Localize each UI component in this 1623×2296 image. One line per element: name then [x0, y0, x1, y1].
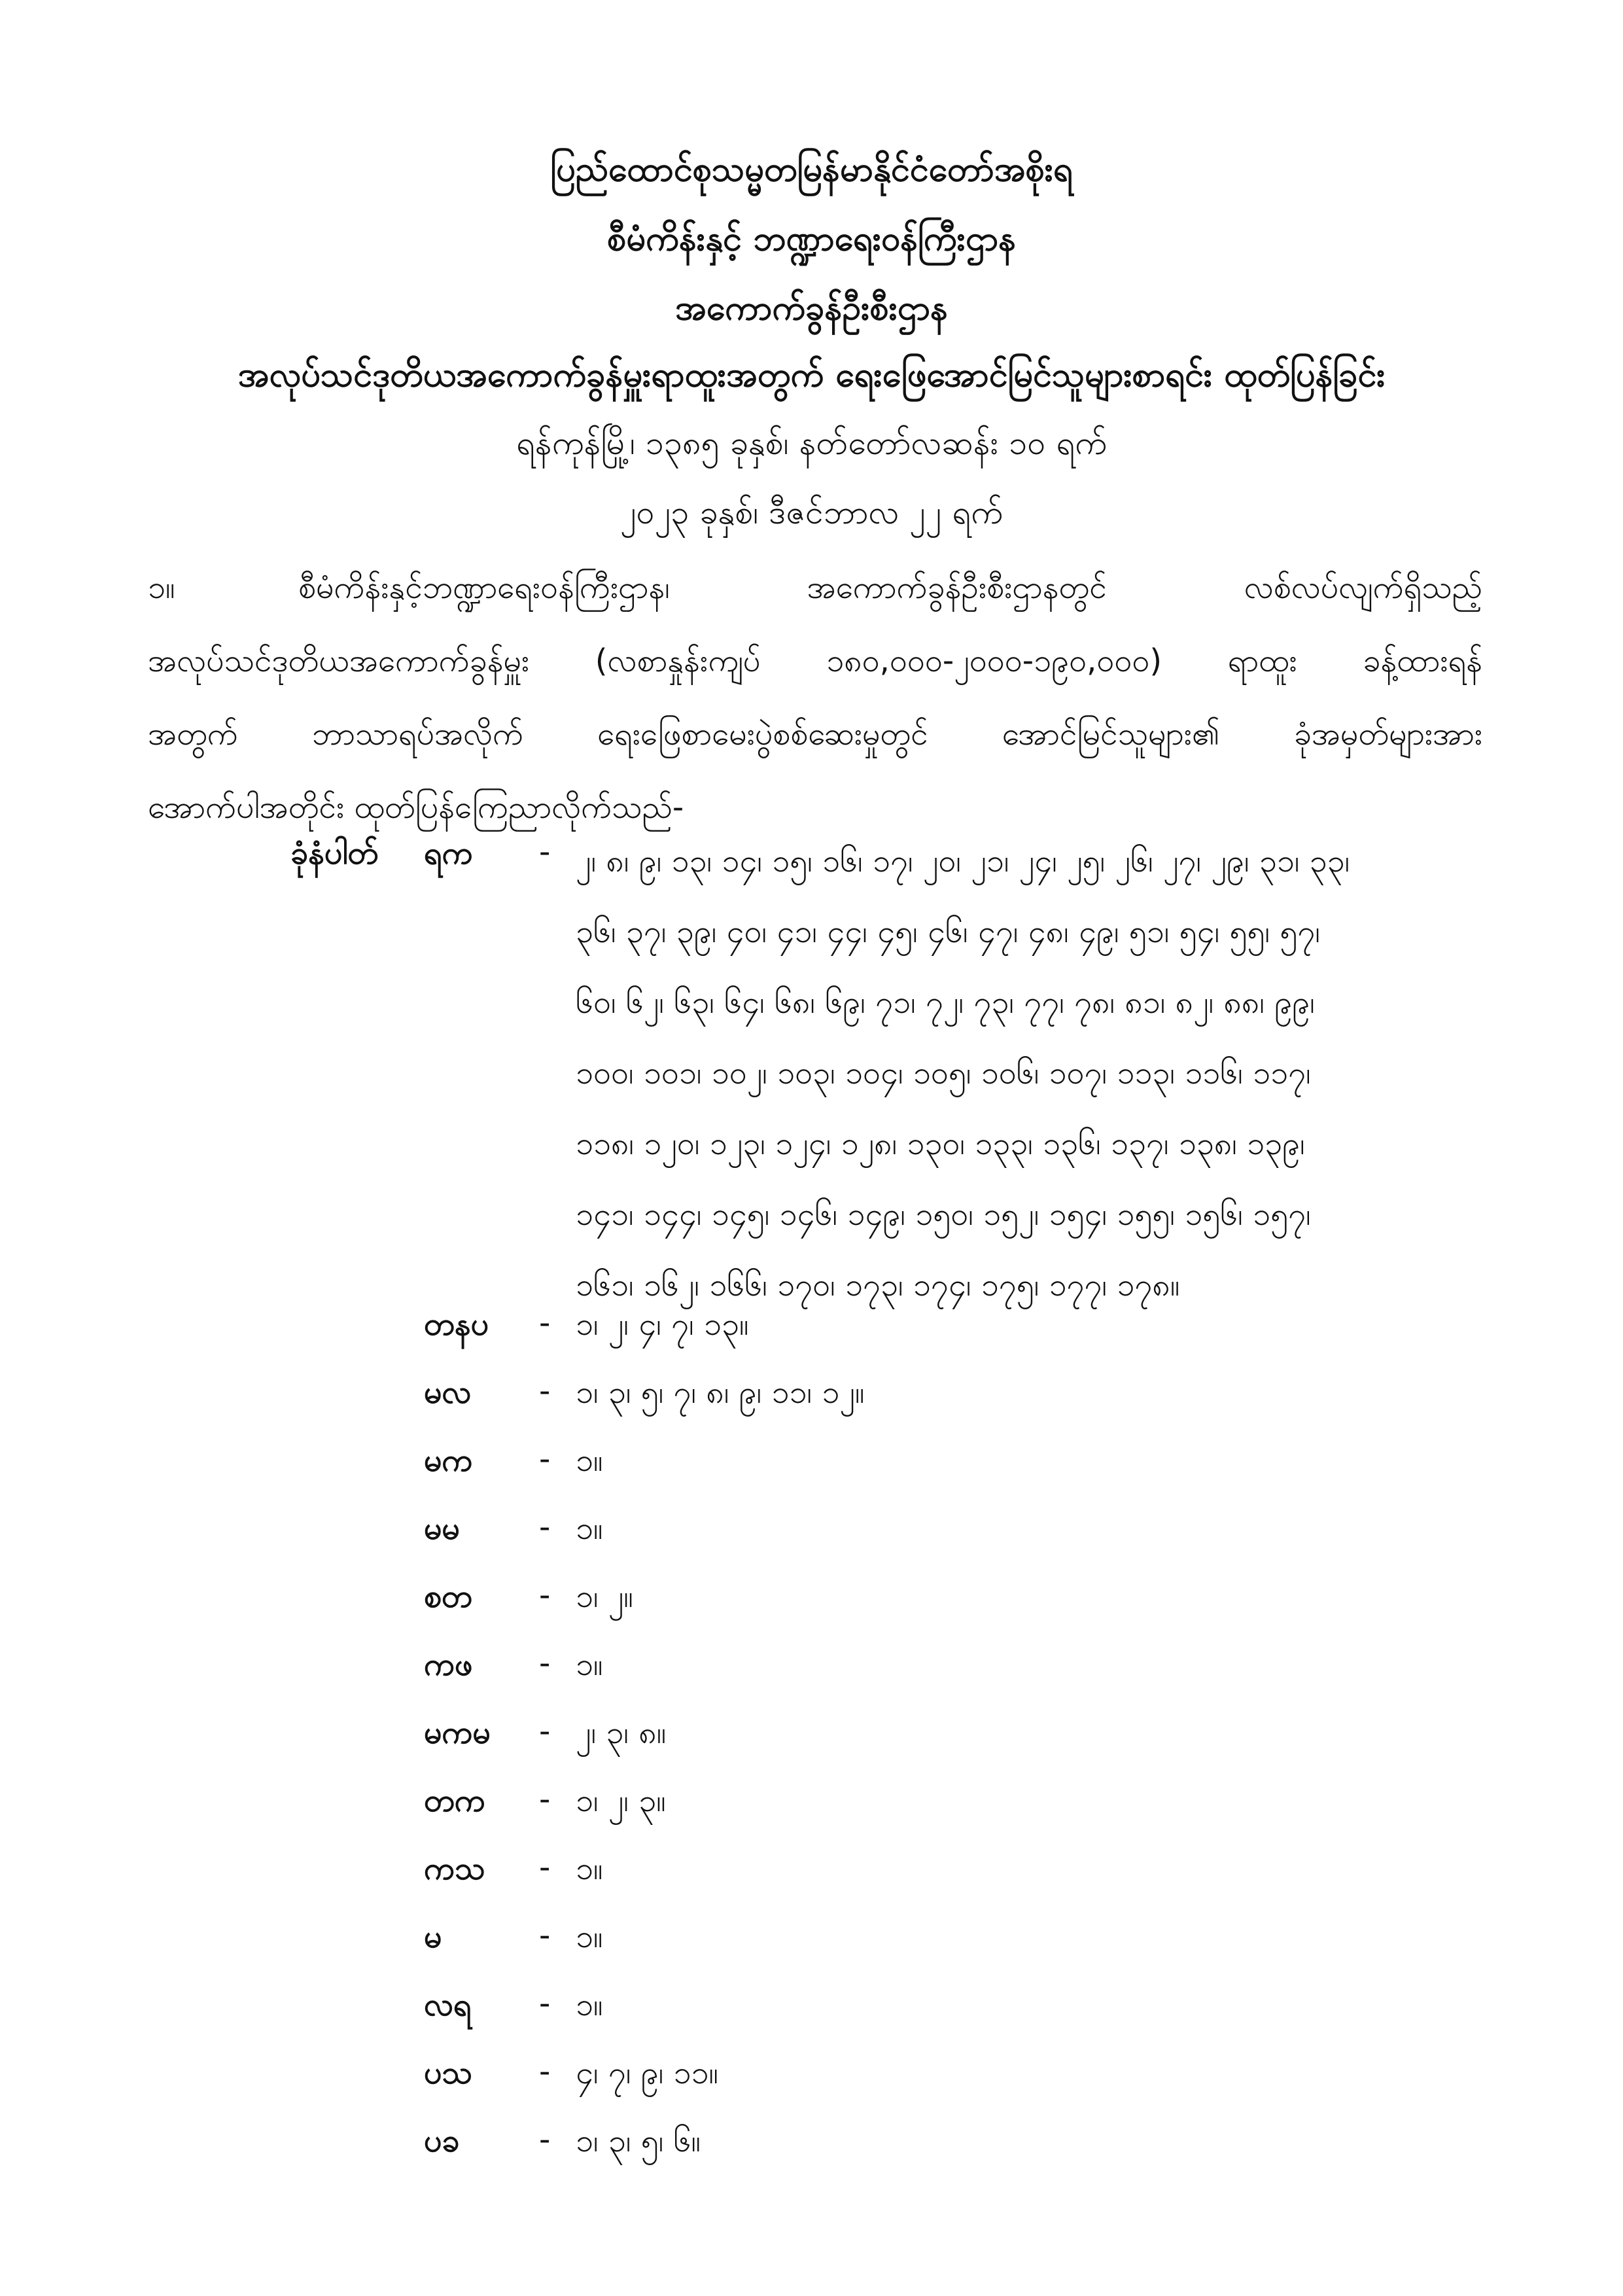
entry-values-line: ၁၆၁၊ ၁၆၂၊ ၁၆၆၊ ၁၇၀၊ ၁၇၃၊ ၁၇၄၊ ၁၇၅၊ ၁၇၇၊ ၁၇၈။: [576, 1267, 1180, 1303]
entry-code: မမ: [424, 1510, 460, 1547]
entry-values: ၁။: [576, 1646, 603, 1683]
entry-code: မလ: [424, 1374, 472, 1411]
entry-dash: -: [539, 1373, 551, 1409]
entry-dash: -: [539, 1577, 551, 1614]
entry-dash: -: [539, 834, 551, 870]
entry-values: ၁။: [576, 1510, 603, 1547]
entry-values: ၄၊ ၇၊ ၉၊ ၁၁။: [576, 2055, 719, 2091]
paragraph-number: ၁။: [148, 569, 175, 606]
entry-code: ရက: [424, 835, 473, 872]
announcement-title: အလုပ်သင်ဒုတိယအကောက်ခွန်မှူးရာထူးအတွက် ရေးဖြေအောင်မြင်သူများစာရင်း ထုတ်ပြန်ခြင်း: [237, 355, 1386, 395]
entry-dash: -: [539, 1917, 551, 1954]
ministry-title: စီမံကိန်းနှင့် ဘဏ္ဍာရေးဝန်ကြီးဌာန: [607, 219, 1016, 258]
paragraph-line-1: ၁။ စီမံကိန်းနှင့်ဘဏ္ဍာရေးဝန်ကြီးဌာန၊ အကောက်ခွန်ဦးစီးဌာနတွင် လစ်လပ်လျက်ရှိသည့်: [148, 551, 1482, 624]
entry-dash: -: [539, 1441, 551, 1477]
entry-values: ၁၊ ၃၊ ၅၊ ၇၊ ၈၊ ၉၊ ၁၁၊ ၁၂။: [576, 1374, 865, 1411]
paragraph-line-3: အတွက် ဘာသာရပ်အလိုက် ရေးဖြေစာမေးပွဲစစ်ဆေးမှုတွင် အောင်မြင်သူများ၏ ခုံအမှတ်များအား: [148, 716, 1482, 752]
entry-code: လရ: [424, 1987, 472, 2023]
entry-values-line: ၆၀၊ ၆၂၊ ၆၃၊ ၆၄၊ ၆၈၊ ၆၉၊ ၇၁၊ ၇၂၊ ၇၃၊ ၇၇၊ ၇၈၊ ၈၁၊ ၈၂၊ ၈၈၊ ၉၉၊: [576, 984, 1315, 1021]
entry-values: ၁၊ ၂၊ ၃။: [576, 1782, 666, 1819]
entry-dash: -: [539, 1509, 551, 1545]
entry-values: ၁။: [576, 1850, 603, 1887]
roll-number-label: ခုံနံပါတ်: [290, 835, 379, 872]
entry-code: တနပ: [424, 1306, 489, 1343]
paragraph-line-4: အောက်ပါအတိုင်း ထုတ်ပြန်ကြေညာလိုက်သည်-: [148, 789, 684, 826]
entry-values: ၁။: [576, 1987, 603, 2023]
entry-values: ၁။: [576, 1442, 603, 1479]
entry-values-line: ၁၄၁၊ ၁၄၄၊ ၁၄၅၊ ၁၄၆၊ ၁၄၉၊ ၁၅၀၊ ၁၅၂၊ ၁၅၄၊ ၁၅၅၊ ၁၅၆၊ ၁၅၇၊: [576, 1196, 1311, 1233]
entry-values-line: ၁၀၀၊ ၁၀၁၊ ၁၀၂၊ ၁၀၃၊ ၁၀၄၊ ၁၀၅၊ ၁၀၆၊ ၁၀၇၊ ၁၁၃၊ ၁၁၆၊ ၁၁၇၊: [576, 1055, 1311, 1091]
entry-dash: -: [539, 1645, 551, 1682]
entry-code: ကဖ: [424, 1646, 473, 1683]
entry-dash: -: [539, 2121, 551, 2158]
entry-dash: -: [539, 1713, 551, 1750]
entry-values: ၁၊ ၃၊ ၅၊ ၆။: [576, 2123, 701, 2159]
department-title: အကောက်ခွန်ဦးစီးဌာန: [675, 289, 948, 328]
entry-dash: -: [539, 1849, 551, 1886]
government-title: ပြည်ထောင်စုသမ္မတမြန်မာနိုင်ငံတော်အစိုးရ: [550, 150, 1073, 189]
entry-dash: -: [539, 1781, 551, 1818]
entry-dash: -: [539, 1305, 551, 1341]
paragraph-line-2: အလုပ်သင်ဒုတိယအကောက်ခွန်မှူး (လစာနှုန်းကျပ် ၁၈၀,၀၀၀-၂၀၀၀-၁၉၀,၀၀၀) ရာထူး ခန့်ထားရန်: [148, 643, 1482, 679]
entry-code: မက: [424, 1442, 473, 1479]
entry-values-block: [576, 826, 1485, 1320]
entry-code: တက: [424, 1782, 485, 1819]
date-myanmar: ရန်ကုန်မြို့၊ ၁၃၈၅ ခုနှစ်၊ နတ်တော်လဆန်း ၁၀ ရက်: [515, 424, 1107, 462]
entry-values: ၁။: [576, 1918, 603, 1955]
entry-code: မကမ: [424, 1714, 491, 1751]
entry-code: စတ: [424, 1578, 472, 1615]
paragraph-1: [148, 551, 1482, 844]
entry-code: ကသ: [424, 1850, 485, 1887]
entry-values: ၂၊ ၃၊ ၈။: [576, 1714, 667, 1751]
entry-code: ပခ: [424, 2123, 460, 2159]
entry-values-line: ၂၊ ၈၊ ၉၊ ၁၃၊ ၁၄၊ ၁၅၊ ၁၆၊ ၁၇၊ ၂၀၊ ၂၁၊ ၂၄၊ ၂၅၊ ၂၆၊ ၂၇၊ ၂၉၊ ၃၁၊ ၃၃၊: [576, 843, 1350, 879]
entry-values: ၁၊ ၂၊ ၄၊ ၇၊ ၁၃။: [576, 1306, 749, 1343]
entry-dash: -: [539, 1985, 551, 2022]
entry-code: မ: [424, 1918, 442, 1955]
entry-code: ပသ: [424, 2055, 472, 2091]
entry-values-line: ၁၁၈၊ ၁၂၀၊ ၁၂၃၊ ၁၂၄၊ ၁၂၈၊ ၁၃၀၊ ၁၃၃၊ ၁၃၆၊ ၁၃၇၊ ၁၃၈၊ ၁၃၉၊: [576, 1125, 1305, 1162]
entry-values: ၁၊ ၂။: [576, 1578, 633, 1615]
date-gregorian: ၂၀၂၃ ခုနှစ်၊ ဒီဇင်ဘာလ ၂၂ ရက်: [620, 493, 1003, 531]
entry-values-line: ၃၆၊ ၃၇၊ ၃၉၊ ၄၀၊ ၄၁၊ ၄၄၊ ၄၅၊ ၄၆၊ ၄၇၊ ၄၈၊ ၄၉၊ ၅၁၊ ၅၄၊ ၅၅၊ ၅၇၊: [576, 913, 1320, 950]
entry-dash: -: [539, 2053, 551, 2090]
entry-rk: [290, 834, 378, 879]
